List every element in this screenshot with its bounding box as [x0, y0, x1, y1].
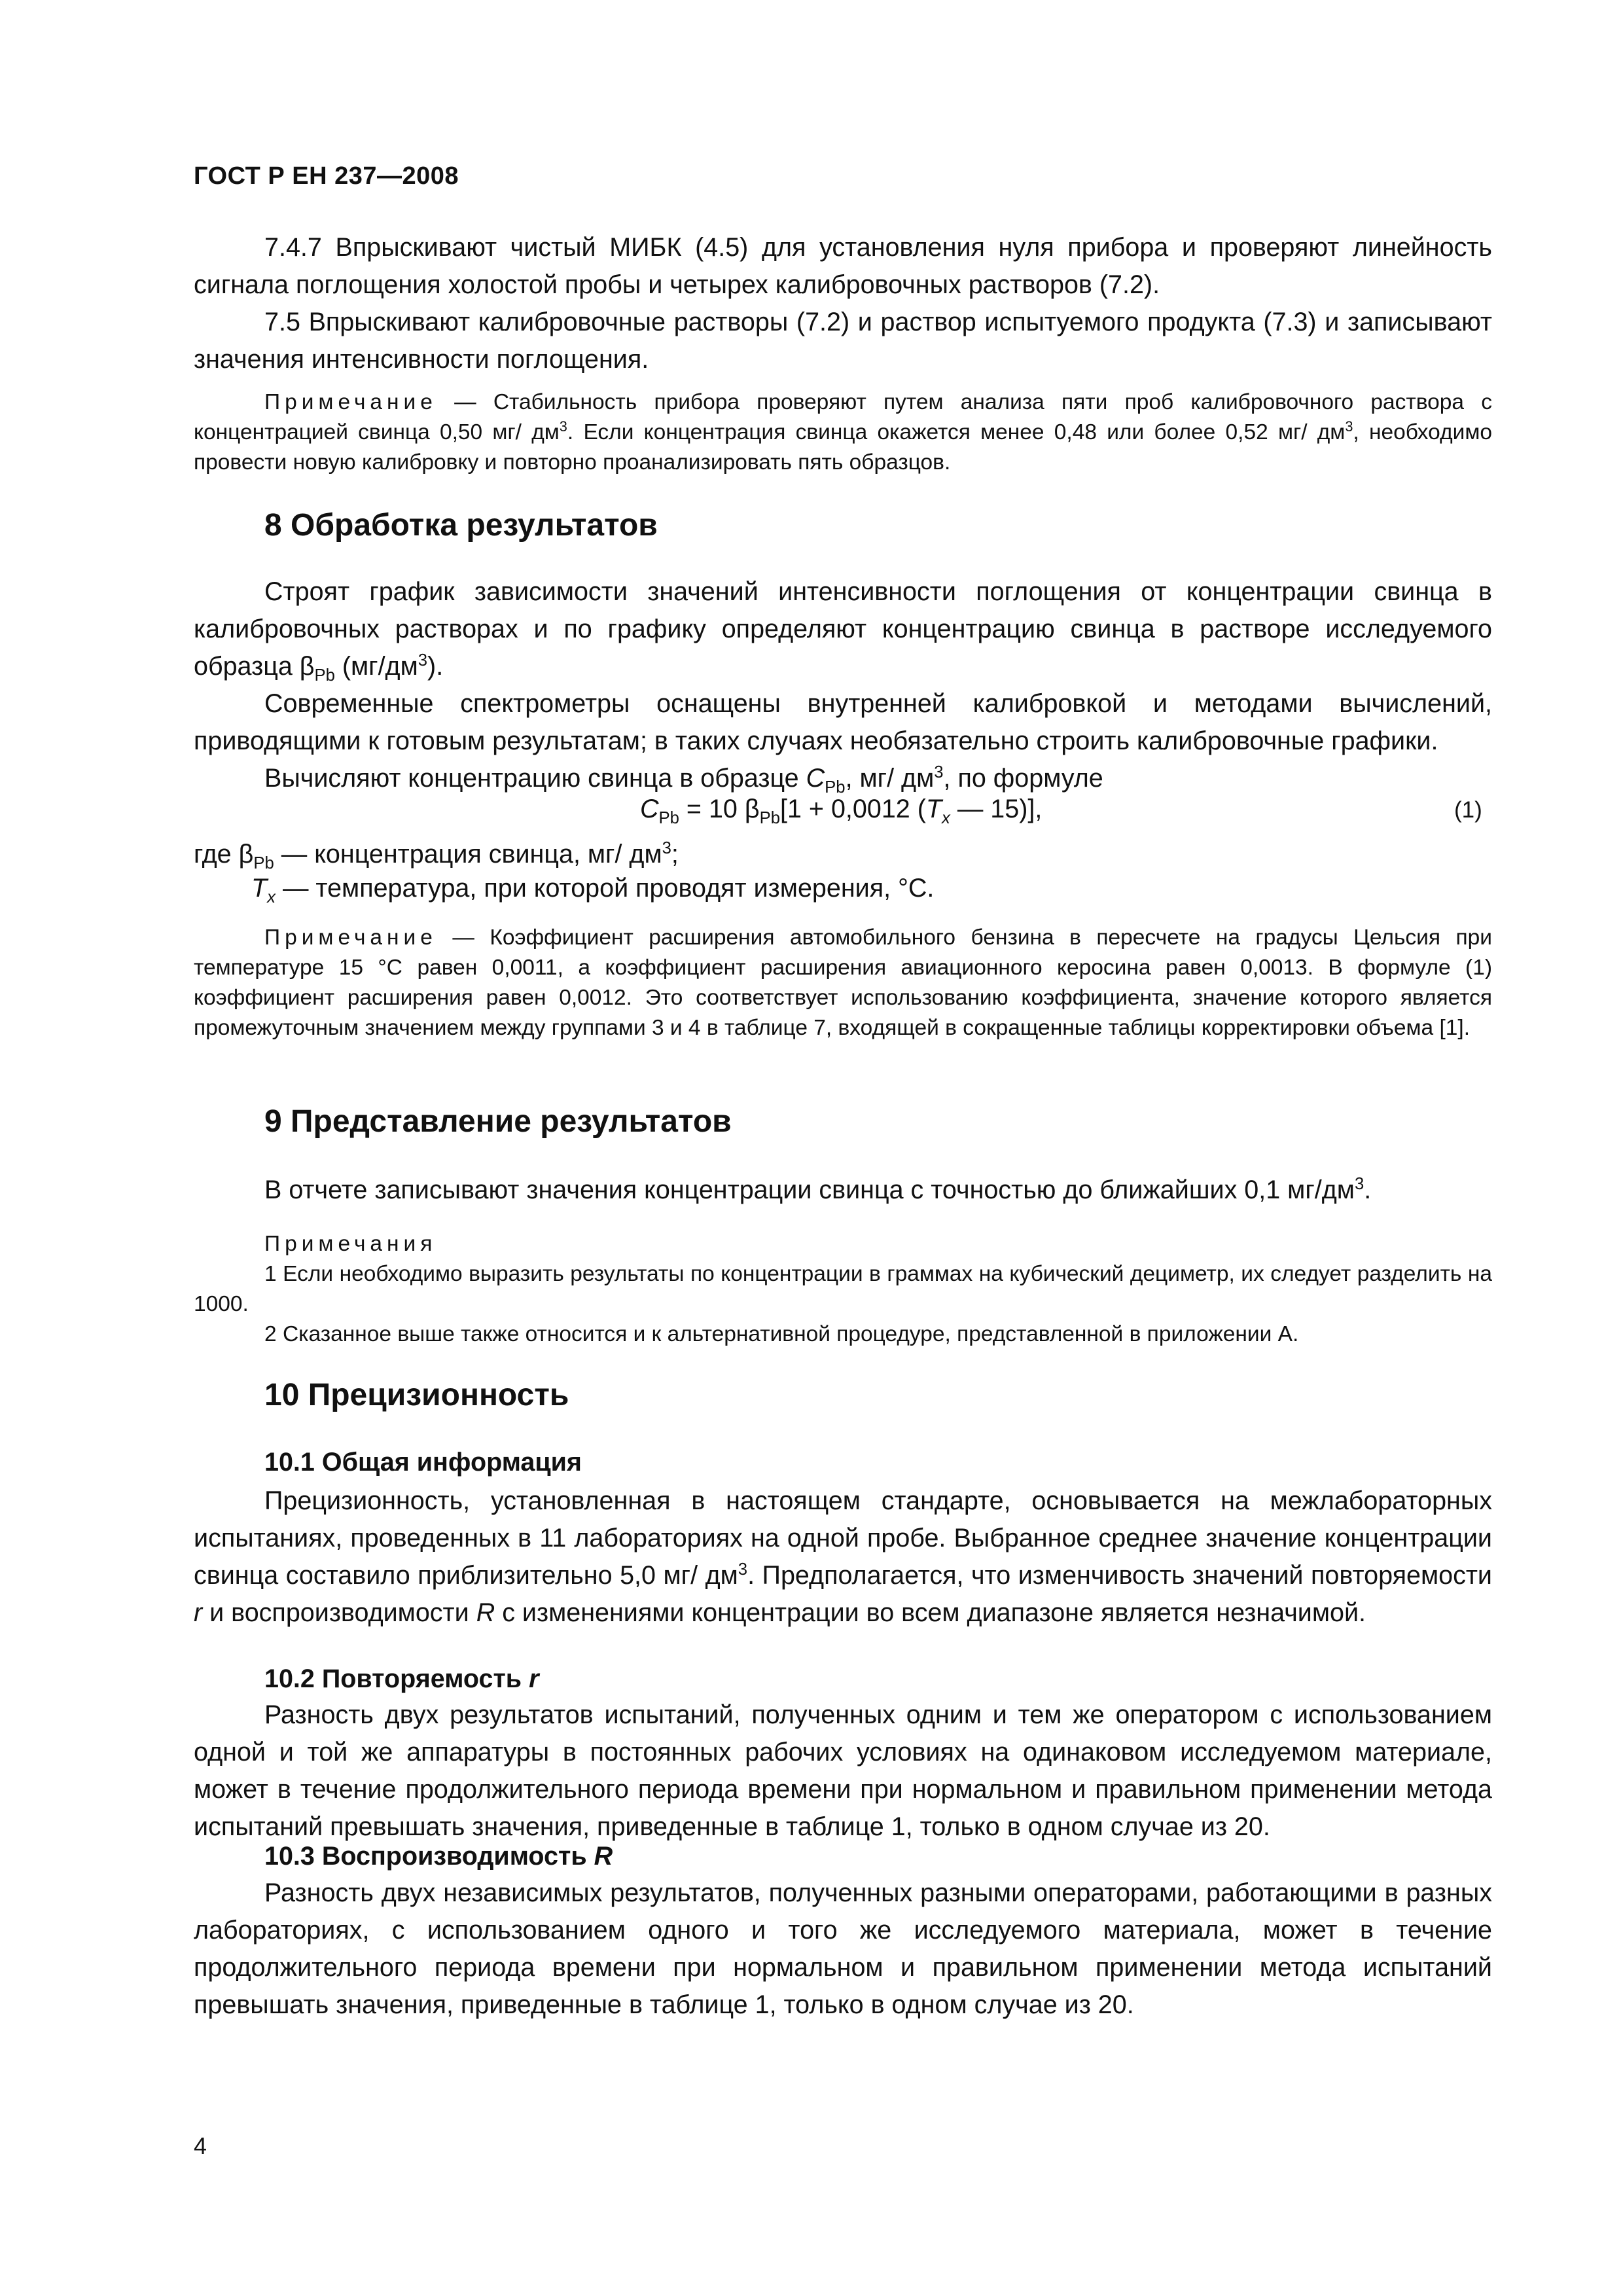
- heading-text: 10.2 Повторяемость: [264, 1664, 529, 1693]
- section-heading-9: 9 Представление результатов: [264, 1104, 732, 1139]
- note-item-1: 1 Если необходимо выразить результаты по концентрации в граммах на кубический дециметр, их следует разделить на 1000.: [194, 1262, 1492, 1316]
- variable-r-upper: R: [594, 1842, 613, 1871]
- subsection-10-1-body: [194, 1482, 1492, 1632]
- text-part: — концентрация свинца, мг/ дм: [274, 840, 662, 869]
- subscript: x: [942, 808, 950, 827]
- note-part: , необходимо провести новую калибровку и повторно проанализировать пять образцов.: [194, 420, 1492, 475]
- subsection-heading-10-3: [264, 1842, 613, 1871]
- superscript: 3: [559, 418, 567, 435]
- text-part: Вычисляют концентрацию свинца в образце: [264, 764, 806, 793]
- note-part: — Стабильность прибора проверяют путем анализа пяти проб калибровочного раствора с концентрацией свинца 0,50 мг/ дм: [194, 390, 1492, 444]
- section-9-body: [194, 1172, 1492, 1209]
- section-heading-8: 8 Обработка результатов: [264, 508, 658, 543]
- document-id: ГОСТ Р ЕН 237—2008: [194, 162, 459, 190]
- subsection-10-2-body: [194, 1696, 1492, 1846]
- variable-c: C: [806, 764, 825, 793]
- beta-symbol: β: [238, 840, 254, 869]
- variable-c: C: [640, 795, 659, 823]
- paragraph-7-5: [194, 304, 1492, 378]
- subscript: Pb: [759, 808, 780, 827]
- text-part: Прецизионность, установленная в настоящем стандарте, основывается на межлабораторных испытаниях, проведенных в 11 лабораториях на одной пробе. Выбранное среднее значение концентрации свинца составило приблизительно 5,0 мг/ дм: [194, 1486, 1492, 1590]
- note-text: [194, 923, 1492, 1043]
- subsection-heading-10-2: [264, 1664, 539, 1694]
- heading-text: 10.3 Воспроизводимость: [264, 1842, 594, 1871]
- paragraph-text: [194, 1172, 1492, 1209]
- notes-label: [194, 1229, 1492, 1259]
- variable-r: r: [529, 1664, 539, 1693]
- paragraph-text: 7.5 Впрыскивают калибровочные растворы (7.2) и раствор испытуемого продукта (7.3) и записывают значения интенсивности поглощения.: [194, 308, 1492, 374]
- text-part: где: [194, 840, 239, 869]
- paragraph-text: [194, 760, 1492, 797]
- notes-block: [194, 1229, 1492, 1350]
- paragraph-text: [194, 573, 1492, 685]
- text-part: — температура, при которой проводят измерения, °С.: [275, 874, 935, 903]
- note-label: Примечание: [264, 390, 437, 414]
- paragraph-text: Разность двух независимых результатов, полученных разными операторами, работающими в разных лабораториях, с использованием одного и того же исследуемого материала, может в течение продолжительного периода времени при нормальном и правильном применении метода испытаний превышать значения, приведенные в таблице 1, только в одном случае из 20.: [194, 1878, 1492, 2019]
- text-part: Строят график зависимости значений интенсивности поглощения от концентрации свинца в калибровочных растворах и по графику определяют концентрацию свинца в растворе исследуемого образца: [194, 577, 1492, 681]
- note-block: [194, 387, 1492, 478]
- note-label: Примечание: [264, 925, 437, 950]
- subsection-heading-10-1: 10.1 Общая информация: [264, 1448, 582, 1477]
- text-part: , мг/ дм: [845, 764, 935, 793]
- formula-part: [1 + 0,0012 (: [779, 795, 926, 823]
- subscript: Pb: [253, 853, 274, 872]
- superscript: 3: [934, 762, 944, 781]
- subsection-10-3-body: [194, 1874, 1492, 2024]
- superscript: 3: [738, 1560, 748, 1579]
- superscript: 3: [418, 651, 428, 670]
- variable-t: T: [925, 795, 942, 823]
- beta-symbol: β: [299, 652, 315, 681]
- subscript: x: [267, 888, 276, 906]
- variable-r-upper: R: [476, 1598, 495, 1627]
- text-part: , по формуле: [943, 764, 1103, 793]
- text-part: В отчете записывают значения концентрации свинца с точностью до ближайших 0,1 мг/дм: [264, 1175, 1355, 1204]
- superscript: 3: [1345, 418, 1353, 435]
- subscript: Pb: [825, 778, 846, 797]
- text-part: .: [1364, 1175, 1372, 1204]
- variable-t: T: [251, 874, 268, 903]
- beta-symbol: β: [744, 795, 760, 823]
- formula-part: — 15)],: [950, 795, 1043, 823]
- text-part: и воспроизводимости: [202, 1598, 476, 1627]
- formula-number: (1): [1454, 797, 1482, 823]
- text-part: (мг/дм: [334, 652, 418, 681]
- note-text: [194, 387, 1492, 478]
- formula: [640, 795, 1043, 827]
- paragraph-7-4-7: [194, 229, 1492, 304]
- note-part: . Если концентрация свинца окажется менее 0,48 или более 0,52 мг/ дм: [567, 420, 1346, 444]
- note-item-2: 2 Сказанное выше также относится и к альтернативной процедуре, представленной в приложении А.: [264, 1322, 1299, 1346]
- text-part: с изменениями концентрации во всем диапазоне является незначимой.: [495, 1598, 1366, 1627]
- paragraph-text: Современные спектрометры оснащены внутренней калибровкой и методами вычислений, приводящими к готовым результатам; в таких случаях необязательно строить калибровочные графики.: [194, 689, 1492, 755]
- paragraph-text: [194, 1482, 1492, 1632]
- text-part: . Предполагается, что изменчивость значений повторяемости: [747, 1561, 1492, 1590]
- note-block: [194, 923, 1492, 1043]
- superscript: 3: [1354, 1174, 1364, 1193]
- where-line-beta: [194, 838, 679, 872]
- section-8-body: [194, 573, 1492, 797]
- text-part: ).: [427, 652, 444, 681]
- paragraph-text: Разность двух результатов испытаний, полученных одним и тем же оператором с использованием одной и той же аппаратуры в постоянных рабочих условиях на одинаковом исследуемом материале, может в течение продолжительного периода времени при нормальном и правильном применении метода испытаний превышать значения, приведенные в таблице 1, только в одном случае из 20.: [194, 1700, 1492, 1841]
- formula-part: = 10: [679, 795, 745, 823]
- note-part: — Коэффициент расширения автомобильного бензина в пересчете на градусы Цельсия при температуре 15 °С равен 0,0011, а коэффициент расширения авиационного керосина равен 0,0013. В формуле (1) коэффициент расширения равен 0,0012. Это соответствует использованию коэффициента, значение которого является промежуточным значением между группами 3 и 4 в таблице 7, входящей в сокращенные таблицы корректировки объема [1].: [194, 925, 1492, 1040]
- variable-r: r: [194, 1598, 203, 1627]
- subscript: Pb: [314, 666, 335, 685]
- where-line-t: [251, 874, 935, 906]
- paragraph-text: 7.4.7 Впрыскивают чистый МИБК (4.5) для установления нуля прибора и проверяют линейность сигнала поглощения холостой пробы и четырех калибровочных растворов (7.2).: [194, 233, 1492, 299]
- notes-label-text: Примечания: [264, 1232, 437, 1256]
- section-heading-10: 10 Прецизионность: [264, 1378, 569, 1412]
- page-number: 4: [194, 2132, 207, 2159]
- subscript: Pb: [658, 808, 679, 827]
- text-part: ;: [671, 840, 679, 869]
- superscript: 3: [662, 838, 671, 857]
